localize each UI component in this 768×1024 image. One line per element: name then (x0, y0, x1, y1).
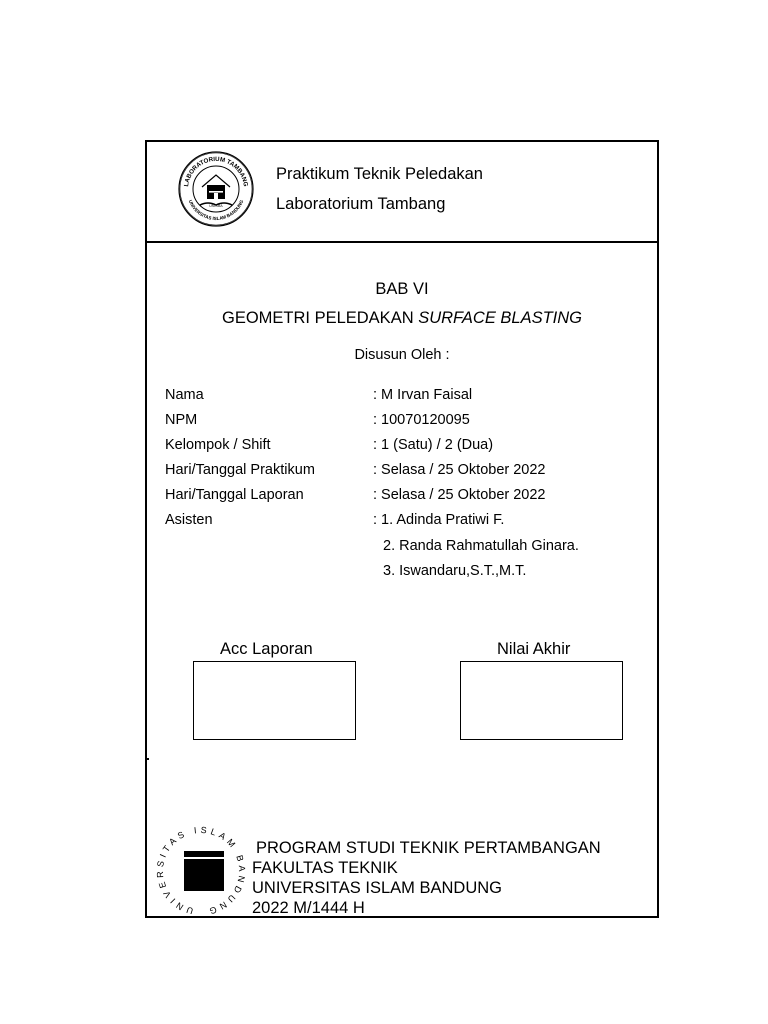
academic-year: 2022 M/1444 H (252, 899, 365, 917)
faculty-name: FAKULTAS TEKNIK (252, 859, 398, 877)
prepared-by: Disusun Oleh : (354, 347, 450, 363)
grade-box (460, 661, 623, 740)
program-name: PROGRAM STUDI TEKNIK PERTAMBANGAN (256, 839, 601, 857)
assistant-item: 2. Randa Rahmatullah Ginara. (383, 538, 579, 554)
assistant-item: 3. Iswandaru,S.T.,M.T. (383, 563, 527, 579)
logo-center-text: UNISBA (209, 204, 223, 208)
university-name: UNIVERSITAS ISLAM BANDUNG (252, 879, 502, 897)
svg-text:UNIVERSITAS ISLAM BANDUNG (188, 199, 245, 221)
report-title (147, 309, 657, 328)
info-value: : 10070120095 (373, 412, 470, 428)
info-label: Nama (165, 387, 204, 403)
report-title-plain: GEOMETRI PELEDAKAN (221, 309, 419, 327)
stray-dot (147, 758, 149, 760)
header-title: Praktikum Teknik Peledakan (276, 165, 483, 183)
header-subtitle: Laboratorium Tambang (276, 195, 446, 213)
info-value: : 1. Adinda Pratiwi F. (373, 512, 505, 528)
info-value: : Selasa / 25 Oktober 2022 (373, 487, 546, 503)
info-label: Asisten (165, 512, 213, 528)
header-section (147, 142, 657, 243)
acc-signature-box (193, 661, 356, 740)
logo-ring-text: UNIVERSITAS ISLAM BANDUNG (154, 824, 248, 914)
info-label: NPM (165, 412, 198, 428)
laboratory-logo (178, 151, 254, 227)
acc-label: Acc Laporan (220, 640, 313, 658)
logo-text-bottom: UNIVERSITAS ISLAM BANDUNG (187, 199, 245, 222)
info-label: Hari/Tanggal Praktikum (165, 462, 315, 478)
info-label: Kelompok / Shift (165, 437, 271, 453)
info-value: : M Irvan Faisal (373, 387, 473, 403)
logo-text-top: LABORATORIUM TAMBANG (183, 155, 249, 188)
chapter-title: BAB VI (375, 280, 429, 298)
cover-frame (145, 140, 659, 918)
info-value: : 1 (Satu) / 2 (Dua) (373, 437, 494, 453)
info-value: : Selasa / 25 Oktober 2022 (373, 462, 546, 478)
info-label: Hari/Tanggal Laporan (165, 487, 304, 503)
grade-label: Nilai Akhir (497, 640, 571, 658)
report-title-italic: SURFACE BLASTING (418, 309, 583, 327)
university-logo (151, 824, 251, 914)
